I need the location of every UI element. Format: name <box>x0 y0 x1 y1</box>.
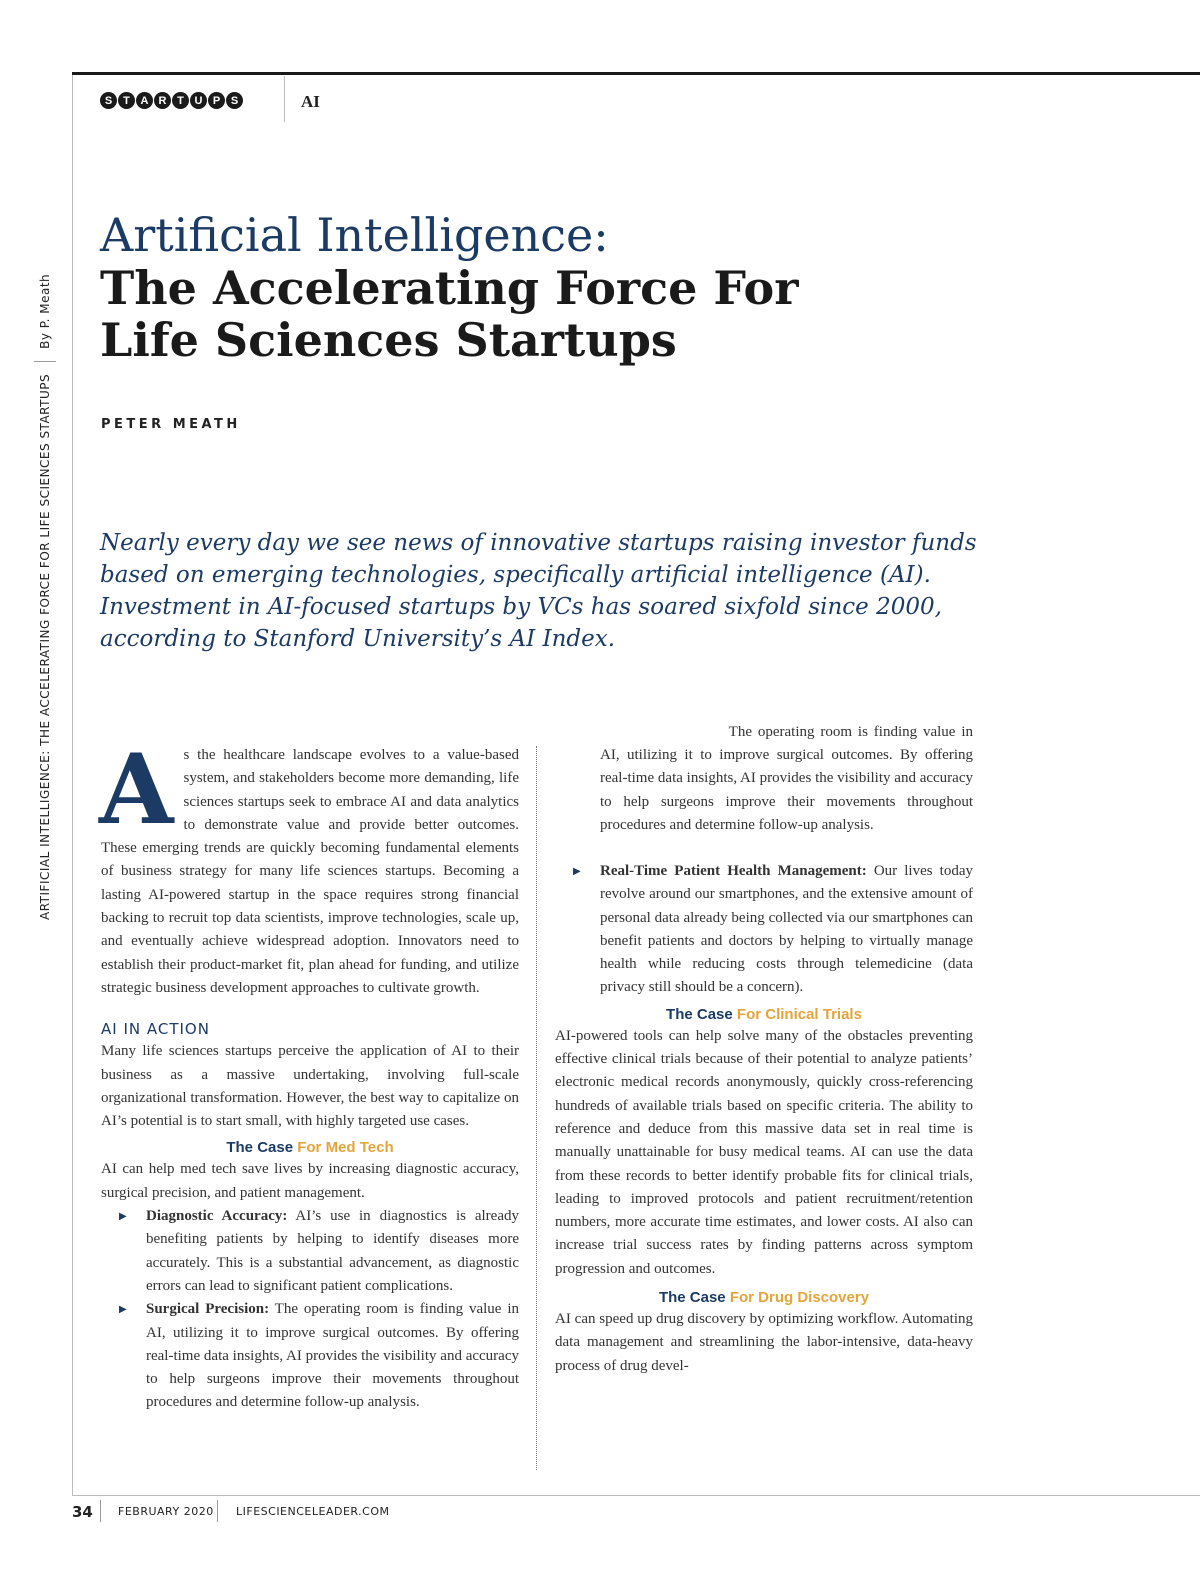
intro-paragraph <box>99 733 519 1000</box>
section-letter: R <box>154 92 171 109</box>
footer-divider <box>217 1500 218 1522</box>
column-divider <box>536 746 537 1470</box>
header-divider <box>284 76 285 122</box>
drug-discovery-paragraph: AI can speed up drug discovery by optimizing workflow. Automating data management and streamlining the labor-intensive, data-heavy process of drug devel- <box>555 1311 973 1374</box>
footer-issue: FEBRUARY 2020 <box>118 1505 214 1518</box>
section-letter: S <box>226 92 243 109</box>
clinical-trials-paragraph: AI-powered tools can help solve many of the obstacles preventing effective clinical trials because of their potential to analyze patients’ electronic medical records anonymously, quickly cross-referencing hundreds of available trials based on specific criteria. The ability to reference and deduce from this massive data set in real time is manually unattainable for busy medical teams. AI can use the data from these records to better identify probable fits for clinical trials, leading to improved protocols and patient recruitment/retention numbers, more accurate time estimates, and lower costs. AI also can increase trial success rates by finding patterns across symptom progression and outcomes. <box>555 1027 973 1277</box>
med-tech-paragraph: AI can help med tech save lives by increasing diagnostic accuracy, surgical precision, and patient management. <box>101 1161 519 1201</box>
running-title: ARTIFICIAL INTELLIGENCE: THE ACCELERATING FORCE FOR LIFE SCIENCES STARTUPS <box>38 373 52 920</box>
side-running-title <box>34 274 56 920</box>
triangle-right-icon: ▶ <box>573 866 581 877</box>
topic-tag: AI <box>301 92 320 111</box>
section-letter: T <box>172 92 189 109</box>
subhead-med-tech: The Case For Med Tech <box>226 1139 394 1157</box>
section-paragraph: Many life sciences startups perceive the application of AI to their business as a massive undertaking, involving full-scale organizational transformation. However, the best way to capitalize on AI’s potential is to start small, with highly targeted use cases. <box>101 1043 519 1130</box>
title-main <box>100 262 798 366</box>
title-line-3: Life Sciences Startups <box>100 313 677 367</box>
triangle-right-icon: ▶ <box>119 1304 127 1316</box>
section-letter: A <box>136 92 153 109</box>
left-rule <box>72 75 73 1495</box>
bottom-rule <box>72 1495 1200 1496</box>
section-badge <box>100 92 243 109</box>
section-letter: S <box>100 92 117 109</box>
footer-site: LIFESCIENCELEADER.COM <box>236 1505 390 1518</box>
section-letter: P <box>208 92 225 109</box>
lede: Nearly every day we see news of innovative startups raising investor funds based on emerging technologies, specifically artificial intelligence (AI). Investment in AI-focused startups by VCs has soared sixfold since 2000, according to Stanford University’s AI Index. <box>100 530 977 652</box>
page-number: 34 <box>72 1503 93 1521</box>
subhead-clinical-trials: The Case For Clinical Trials <box>666 1005 862 1023</box>
running-title-divider <box>34 361 56 362</box>
section-heading: AI IN ACTION <box>101 1020 210 1039</box>
title-line-1: Artificial Intelligence: <box>100 208 609 262</box>
bullet-surgical-precision-continued: The operating room is finding value in AI, utilizing it to improve surgical outcomes. By offering real-time data insights, AI provides the visibility and accuracy to help surgeons improve their movements throughout procedures and determine follow-up analysis. <box>600 723 973 833</box>
bullet-diagnostic-accuracy: ▶ Diagnostic Accuracy: AI’s use in diagnostics is already benefiting patients by helping to identify diseases more accurately. This is a substantial advancement, as diagnostic errors can lead to significant patient complications. <box>101 1205 519 1298</box>
author: PETER MEATH <box>101 417 241 432</box>
triangle-right-icon: ▶ <box>119 1211 127 1223</box>
byline: By P. Meath <box>38 273 52 349</box>
drop-cap: A <box>99 733 174 846</box>
section-letter: U <box>190 92 207 109</box>
footer-divider <box>100 1500 101 1522</box>
column-right <box>555 723 973 1378</box>
bullet-surgical-precision: ▶ Surgical Precision: The operating room is finding value in AI, utilizing it to improve surgical outcomes. By offering real-time data insights, AI provides the visibility and accuracy to help surgeons improve their movements throughout procedures and determine follow-up analysis. <box>101 1298 519 1321</box>
section-letter: T <box>118 92 135 109</box>
bullet-real-time-patient-health: ▶ Real-Time Patient Health Management: Our lives today revolve around our smartphones, and the extensive amount of personal data already being collected via our smartphones can benefit patients and doctors by helping to virtually manage health while reducing costs through telemedicine (data privacy still should be a concern). <box>555 860 973 1000</box>
intro-text: s the healthcare landscape evolves to a value-based system, and stakeholders become more demanding, life sciences startups seek to embrace AI and data analytics to demonstrate value and provide better outcomes. These emerging trends are quickly becoming fundamental elements of business strategy for many life sciences startups. Becoming a lasting AI-powered startup in the space requires strong financial backing to recruit top data scientists, improve technologies, scale up, and eventually achieve widespread adoption. Innovators need to establish their product-market fit, plan ahead for funding, and utilize strategic business development approaches to cultivate growth. <box>101 747 519 996</box>
subhead-drug-discovery: The Case For Drug Discovery <box>658 1289 870 1307</box>
top-rule <box>72 72 1200 75</box>
title-line-2: The Accelerating Force For <box>100 261 799 315</box>
column-left <box>99 733 519 1411</box>
